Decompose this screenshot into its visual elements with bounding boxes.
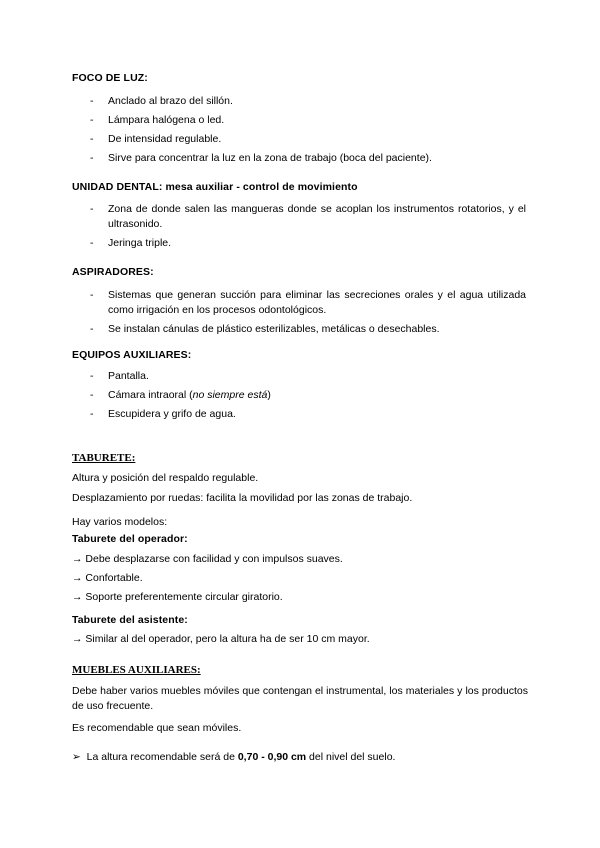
taburete-heading: TABURETE: (72, 452, 136, 464)
dash-bullet: - (90, 323, 94, 335)
dash-bullet: - (90, 237, 94, 249)
dash-bullet: - (90, 152, 94, 164)
taburete-line-3: Hay varios modelos: (72, 516, 168, 528)
dash-bullet: - (90, 133, 94, 145)
taburete-operador-item-1: → Debe desplazarse con facilidad y con impulsos suaves. (72, 553, 343, 565)
muebles-final-line: ➢ La altura recomendable será de 0,70 - 0,90 cm del nivel del suelo. (72, 751, 396, 763)
taburete-asistente-heading: Taburete del asistente: (72, 614, 188, 626)
arrow-icon: → (72, 572, 83, 584)
arrowhead-bullet-icon: ➢ (72, 751, 81, 763)
unidad-item-1: Zona de donde salen las mangueras donde se acoplan los instrumentos rotatorios, y el ultrasonido. (108, 203, 526, 230)
muebles-heading: MUEBLES AUXILIARES: (72, 664, 201, 676)
arrow-icon: → (72, 591, 83, 603)
taburete-operador-item-2: → Confortable. (72, 572, 143, 584)
dash-bullet: - (90, 203, 94, 215)
muebles-paragraph-2: Es recomendable que sean móviles. (72, 722, 242, 734)
aspiradores-item-1: Sistemas que generan succión para eliminar las secreciones orales y el agua utilizada como irrigación en los procesos odontológicos. (108, 289, 526, 316)
unidad-item-2: Jeringa triple. (108, 237, 172, 249)
arrow-icon: → (72, 553, 83, 565)
dash-bullet: - (90, 389, 94, 401)
dash-bullet: - (90, 114, 94, 126)
dash-bullet: - (90, 95, 94, 107)
dash-bullet: - (90, 289, 94, 301)
taburete-line-1: Altura y posición del respaldo regulable. (72, 472, 259, 484)
taburete-operador-item-3: → Soporte preferentemente circular giratorio. (72, 591, 283, 603)
foco-item-1: Anclado al brazo del sillón. (108, 95, 233, 107)
unidad-heading: UNIDAD DENTAL: mesa auxiliar - control de movimiento (72, 181, 358, 193)
taburete-asistente-item: → Similar al del operador, pero la altura ha de ser 10 cm mayor. (72, 633, 370, 645)
muebles-paragraph-1: Debe haber varios muebles móviles que contengan el instrumental, los materiales y los productos de uso frecuente. (72, 685, 528, 712)
foco-item-4: Sirve para concentrar la luz en la zona de trabajo (boca del paciente). (108, 152, 432, 164)
equipos-item-2: Cámara intraoral (no siempre está) (108, 389, 271, 401)
foco-heading: FOCO DE LUZ: (72, 72, 148, 84)
taburete-operador-heading: Taburete del operador: (72, 533, 188, 545)
aspiradores-heading: ASPIRADORES: (72, 266, 154, 278)
equipos-item-3: Escupidera y grifo de agua. (108, 408, 236, 420)
dash-bullet: - (90, 408, 94, 420)
aspiradores-item-2: Se instalan cánulas de plástico esterilizables, metálicas o desechables. (108, 323, 440, 335)
equipos-heading: EQUIPOS AUXILIARES: (72, 349, 192, 361)
equipos-item-1: Pantalla. (108, 370, 149, 382)
foco-item-3: De intensidad regulable. (108, 133, 222, 145)
arrow-icon: → (72, 633, 83, 645)
dash-bullet: - (90, 370, 94, 382)
foco-item-2: Lámpara halógena o led. (108, 114, 225, 126)
taburete-line-2: Desplazamiento por ruedas: facilita la movilidad por las zonas de trabajo. (72, 492, 413, 504)
